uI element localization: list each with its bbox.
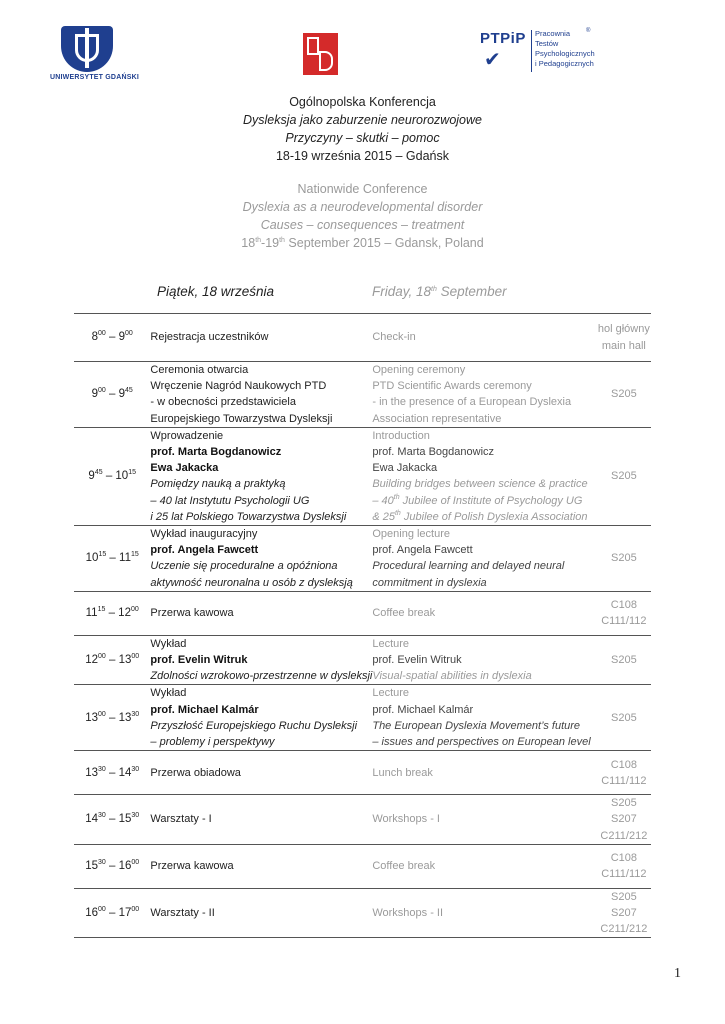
ptpip-abbr: PTPiP [480,30,526,47]
room: S205 [597,635,651,685]
session-en: Lunch break [372,751,596,795]
time-slot: $16^{00} - 17^{00}$ [74,888,150,938]
schedule-row [74,591,651,635]
registered-mark: ® [586,28,591,34]
schedule-row [74,751,651,795]
speaker: prof. Michael Kalmár [150,703,259,716]
session-en: Workshops - I [372,795,596,845]
room: S205 S207 C211/212 [597,888,651,938]
time-slot: $9^{00} - 9^{45}$ [74,362,150,428]
schedule-row [74,635,651,685]
schedule-row [74,362,651,428]
speaker: prof. Evelin Witruk [150,654,248,667]
talk-title: aktywność neuronalna u osób z dysleksją [150,576,353,589]
time-slot: $9^{45} - 10^{15}$ [74,427,150,525]
session-pl: Wprowadzenie prof. Marta Bogdanowicz Ewa Jakacka Pomiędzy nauką a praktyką – 40 lat Instytutu Psychologii UG i 25 lat Polskiego Towarzystwa Dysleksji [150,427,372,525]
schedule-row [74,888,651,938]
talk-title: – 40th Jubilee of Institute of Psychology UG [372,493,583,507]
session-pl: Przerwa kawowa [150,844,372,888]
talk-title: Building bridges between science & practice [372,478,588,491]
time-slot: $10^{15} - 11^{15}$ [74,526,150,592]
session-en: Workshops - II [372,888,596,938]
session-pl: Warsztaty - II [150,888,372,938]
conference-title-pl: Dysleksja jako zaburzenie neurorozwojowe [242,113,482,127]
room: S205 [597,526,651,592]
talk-title: Visual-spatial abilities in dyslexia [372,670,532,683]
day-heading-pl: Piątek, 18 września [157,284,275,299]
schedule-row [74,795,651,845]
conference-type-pl: Ogólnopolska Konferencja [289,95,436,109]
speaker: prof. Angela Fawcett [150,544,259,557]
conference-type-en: Nationwide Conference [297,182,428,196]
time-slot: $8^{00} - 9^{00}$ [74,314,150,362]
session-en: Opening ceremony PTD Scientific Awards ceremony - in the presence of a European Dyslexia Association representative [372,362,596,428]
speaker: prof. Angela Fawcett [372,544,473,557]
session-pl: Rejestracja uczestników [150,314,372,362]
time-slot: $11^{15} - 12^{00}$ [74,591,150,635]
time-slot: $12^{00} - 13^{00}$ [74,635,150,685]
time-slot: $13^{30} - 14^{30}$ [74,751,150,795]
talk-title: Procedural learning and delayed neural [372,560,565,573]
session-pl: Przerwa obiadowa [150,751,372,795]
day-heading-en: Friday, 18th September [372,284,507,299]
conference-title-en: Dyslexia as a neurodevelopmental disorder [242,200,483,214]
conference-subtitle-en: Causes – consequences – treatment [260,218,465,232]
schedule-row [74,526,651,592]
talk-title: & 25th Jubilee of Polish Dyslexia Association [372,509,588,523]
session-en: Check-in [372,314,596,362]
speaker: Ewa Jakacka [372,462,438,475]
room: C108 C111/112 [597,591,651,635]
conference-date-pl: 18-19 września 2015 – Gdańsk [275,149,450,163]
talk-title: Uczenie się proceduralne a opóźniona [150,560,338,573]
speaker: prof. Marta Bogdanowicz [372,446,495,459]
room: C108 C111/112 [597,751,651,795]
conference-date-en: 18th-19th September 2015 – Gdansk, Poland [241,236,484,250]
session-pl: Ceremonia otwarcia Wręczenie Nagród Naukowych PTD - w obecności przedstawiciela Europejskiego Towarzystwa Dysleksji [150,362,372,428]
room: C108 C111/112 [597,844,651,888]
time-slot: $15^{30} - 16^{00}$ [74,844,150,888]
room: S205 [597,685,651,751]
time-slot: $13^{00} - 13^{30}$ [74,685,150,751]
time-slot: $14^{30} - 15^{30}$ [74,795,150,845]
session-en: Introduction prof. Marta Bogdanowicz Ewa Jakacka Building bridges between science & practice – 40th Jubilee of Institute of Psychology UG & 25th Jubilee of Polish Dyslexia Association [372,427,596,525]
university-of-gdansk-logo [50,26,139,81]
session-en: Opening lecture prof. Angela Fawcett Procedural learning and delayed neural commitment in dyslexia [372,526,596,592]
checkmark-icon: ✔ [484,49,501,71]
session-en: Lecture prof. Evelin Witruk Visual-spatial abilities in dyslexia [372,635,596,685]
session-en: Coffee break [372,591,596,635]
session-pl: Przerwa kawowa [150,591,372,635]
conference-header-en [0,180,725,252]
session-pl: Warsztaty - I [150,795,372,845]
page-number: 1 [674,966,681,981]
room: S205 S207 C211/212 [597,795,651,845]
talk-title: – issues and perspectives on European level [372,736,591,749]
schedule-row [74,685,651,751]
session-pl: Wykład inauguracyjny prof. Angela Fawcett Uczenie się proceduralne a opóźniona aktywność neuronalna u osób z dysleksją [150,526,372,592]
schedule-row [74,314,651,362]
schedule-table [74,313,651,938]
room: hol główny main hall [597,314,651,362]
conference-header-pl [0,93,725,165]
session-pl: Wykład prof. Michael Kalmár Przyszłość Europejskiego Ruchu Dysleksji – problemy i perspektywy [150,685,372,751]
speaker: prof. Marta Bogdanowicz [150,446,282,459]
talk-title: Pomiędzy nauką a praktyką [150,478,286,491]
talk-title: – problemy i perspektywy [150,736,275,749]
conference-subtitle-pl: Przyczyny – skutki – pomoc [285,131,440,145]
speaker: prof. Evelin Witruk [372,654,462,667]
speaker: Ewa Jakacka [150,462,219,475]
talk-title: i 25 lat Polskiego Towarzystwa Dysleksji [150,510,347,523]
schedule-row [74,844,651,888]
ptpip-name: Pracownia Testów Psychologicznych i Pedagogicznych [535,29,595,68]
talk-title: Zdolności wzrokowo-przestrzenne w dysleksji [150,670,373,683]
session-en: Coffee break [372,844,596,888]
speaker: prof. Michael Kalmár [372,703,474,716]
university-shield-icon [61,26,113,72]
talk-title: – 40 lat Instytutu Psychologii UG [150,494,310,507]
talk-title: Przyszłość Europejskiego Ruchu Dysleksji [150,719,358,732]
schedule-row [74,427,651,525]
room: S205 [597,362,651,428]
university-logo-name: UNIWERSYTET GDAŃSKI [50,74,139,81]
talk-title: commitment in dyslexia [372,576,487,589]
session-en: Lecture prof. Michael Kalmár The European Dyslexia Movement’s future – issues and perspectives on European level [372,685,596,751]
room: S205 [597,427,651,525]
ptd-logo [303,33,338,75]
session-pl: Wykład prof. Evelin Witruk Zdolności wzrokowo-przestrzenne w dysleksji [150,635,372,685]
talk-title: The European Dyslexia Movement’s future [372,719,581,732]
ptpip-logo [478,28,628,74]
